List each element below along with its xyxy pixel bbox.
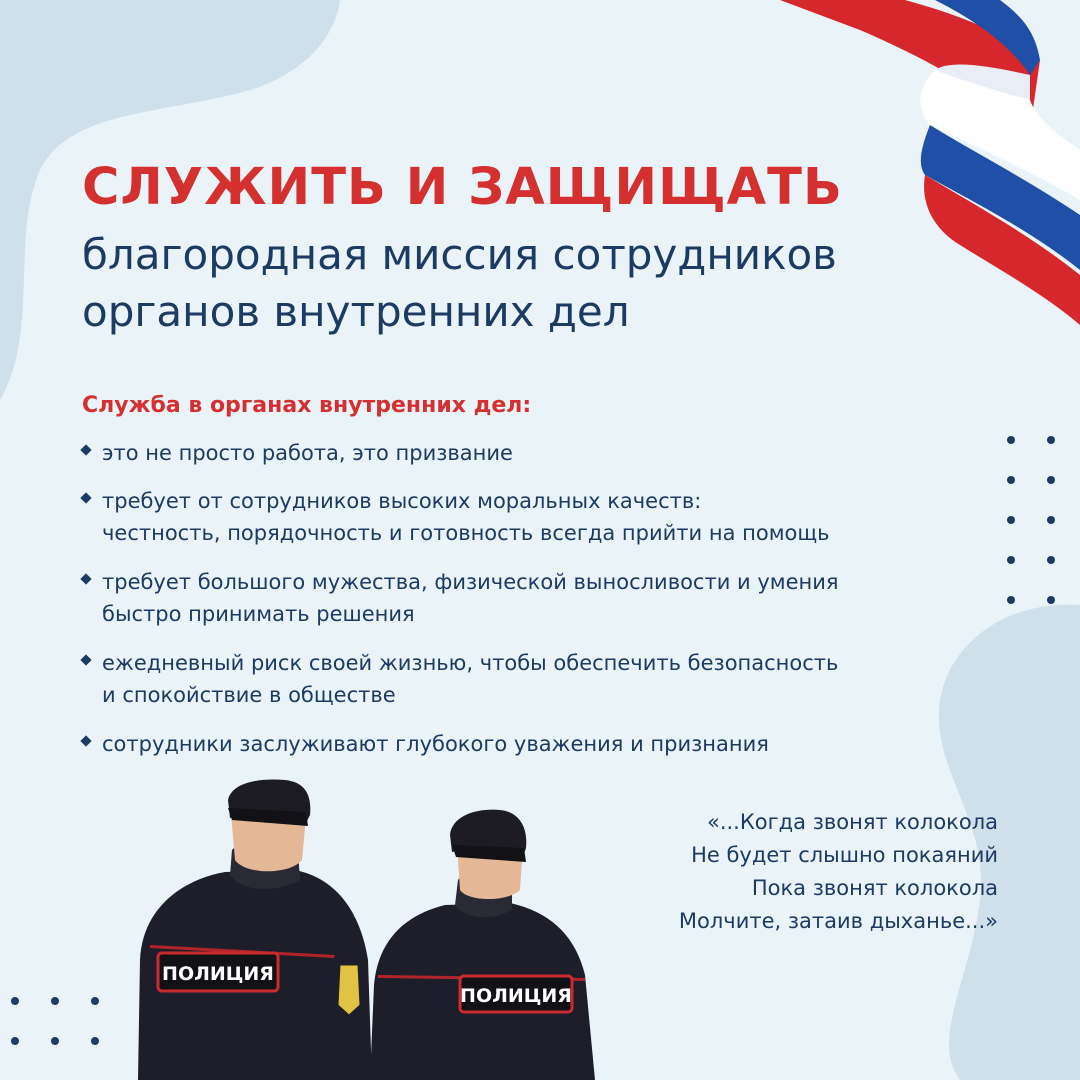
list-item: требует от сотрудников высоких моральных качеств: честность, порядочность и готовность всегда прийти на помощь [80,485,980,549]
dot-icon [51,997,59,1005]
diamond-bullet-icon [80,444,91,455]
police-officers-illustration [138,780,595,1080]
dot-icon [1047,556,1055,564]
diamond-bullet-icon [80,735,91,746]
dot-icon [1007,556,1015,564]
list-item: требует большого мужества, физической выносливости и умения быстро принимать решения [80,566,980,630]
list-item: это не просто работа, это призвание [80,437,980,469]
quote-line: Не будет слышно покаяний [691,843,998,867]
list-item: сотрудники заслуживают глубокого уважения и признания [80,728,980,760]
subtitle-line-1: благородная миссия сотрудников [82,230,837,279]
right-patch-label: ПОЛИЦИЯ [460,985,572,1007]
dot-icon [1007,476,1015,484]
dot-icon [1047,516,1055,524]
quote-line: «...Когда звонят колокола [706,810,998,834]
left-patch-label: ПОЛИЦИЯ [162,963,274,985]
dot-icon [1007,516,1015,524]
dot-icon [11,997,19,1005]
dot-grid-right [1007,436,1057,606]
diamond-bullet-icon [80,573,91,584]
page-subtitle [82,226,962,340]
page-title: СЛУЖИТЬ И ЗАЩИЩАТЬ [82,158,843,217]
list-item: ежедневный риск своей жизнью, чтобы обеспечить безопасность и спокойствие в обществе [80,647,980,711]
subtitle-line-2: органов внутренних дел [82,287,630,336]
dot-icon [51,1037,59,1045]
dot-grid-bottom-left [11,997,101,1047]
dot-icon [91,997,99,1005]
quote-line: Молчите, затаив дыханье...» [678,909,998,933]
section-heading: Служба в органах внутренних дел: [82,393,532,418]
dot-icon [1047,596,1055,604]
quote-line: Пока звонят колокола [751,876,998,900]
dot-icon [1007,436,1015,444]
dot-icon [11,1037,19,1045]
dot-icon [1047,436,1055,444]
quote-block [679,806,998,938]
dot-icon [91,1037,99,1045]
dot-icon [1007,596,1015,604]
diamond-bullet-icon [80,654,91,665]
dot-icon [1047,476,1055,484]
diamond-bullet-icon [80,492,91,503]
